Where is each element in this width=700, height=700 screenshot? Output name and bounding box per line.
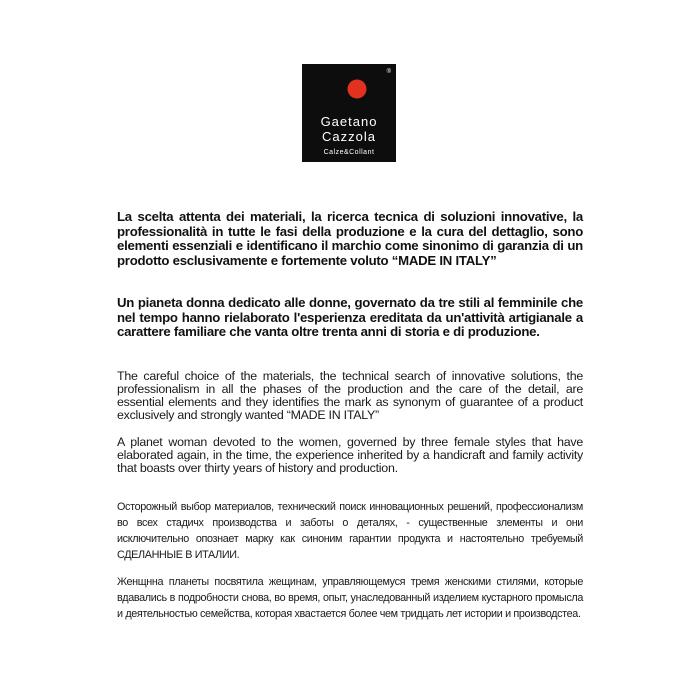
english-paragraph-heritage: A planet woman devoted to the women, governed by three female styles that have elaborated again, in the time, the experience inherited by a handicraft and family activity that boasts over thirty years of history and production. — [117, 435, 583, 475]
logo-brand-first-name: Gaetano — [320, 114, 378, 129]
english-paragraph-quality: The careful choice of the materials, the technical search of innovative solutions, the professionalism in all the phases of the production and the care of the detail, are essential elements and they identifies the mark as synonym of guarantee of a product exclusively and strongly wanted “MADE IN ITALY” — [117, 369, 583, 422]
italian-paragraph-quality: La scelta attenta dei materiali, la ricerca tecnica di soluzioni innovative, la professionalità in tutte le fasi della produzione e la cura del dettaglio, sono elementi essenziali e identificano il marchio come sinonimo di garanzia di un prodotto esclusivamente e fortemente voluto “MADE IN ITALY” — [117, 209, 583, 268]
logo-tagline: Calze&Collant — [323, 149, 375, 156]
registered-mark: ® — [386, 69, 391, 75]
logo-brand-last-name: Cazzola — [322, 129, 376, 144]
brand-logo — [302, 64, 396, 162]
russian-paragraph-heritage: Женщнна планеты посвятила жещинам, управляющемуся тремя женскими стилями, которые вдавались в подробности снова, во время, опыт, унаследованный изделием кустарного промысла и деятельностью семейства, которая хвастается более чем тридцать лет истории и производстеа. — [117, 576, 583, 620]
italian-paragraph-heritage: Un pianeta donna dedicato alle donne, governato da tre stili al femminile che nel tempo hanno rielaborato l'esperienza ereditata da un'attività artigianale a carattere familiare che vanta oltre trenta anni di storia e di produzione. — [117, 295, 583, 339]
russian-paragraph-quality: Осторожный выбор материалов, технический поиск инновационных решений, профессионализм во всех стадичх производства и заботы о деталях, - существенные злементы и они исключительно опознает марку как синоним гарантии продукта и настоятельно требуемый СДЕЛАННЫЕ В ИТАЛИИ. — [117, 501, 583, 561]
crescent-sun-logo-icon — [327, 69, 371, 109]
